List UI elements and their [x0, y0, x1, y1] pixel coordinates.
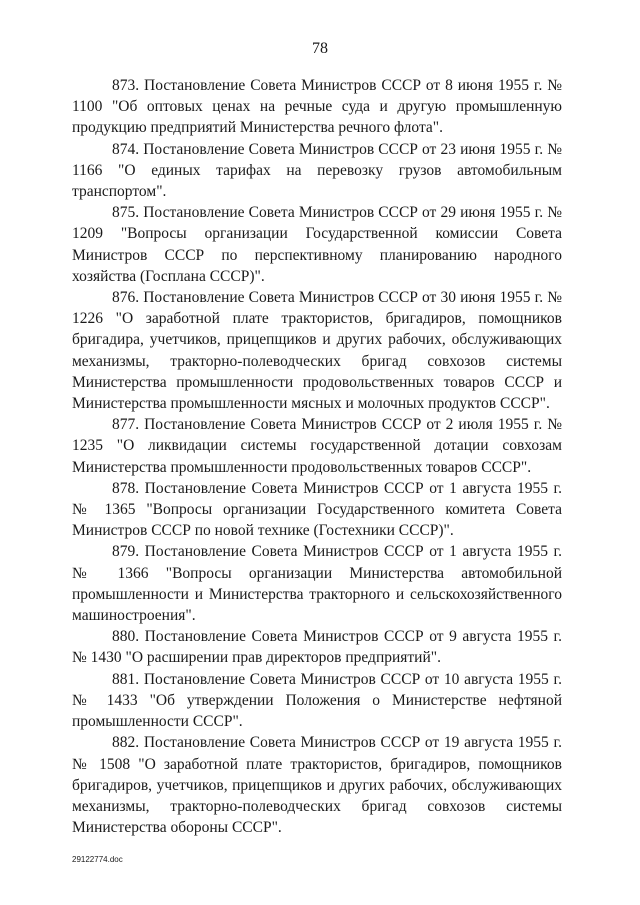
entry-880: 880. Постановление Совета Министров СССР от 9 августа 1955 г. № 1430 "О расширении прав директоров предприятий".	[72, 628, 562, 667]
entry-879: 879. Постановление Совета Министров СССР от 1 августа 1955 г. № 1366 "Вопросы организации Министерства автомобильной промышленности и Министерства тракторного и сельскохозяйственного машиностроения".	[72, 543, 562, 625]
footer-filename: 29122774.doc	[72, 855, 123, 864]
page-number: 78	[312, 40, 328, 57]
entry-875: 875. Постановление Совета Министров СССР от 29 июня 1955 г. № 1209 "Вопросы организации Государственной комиссии Совета Министров СССР по перспективному планированию народного хозяйства (Госплана СССР)".	[72, 204, 562, 285]
entry-874: 874. Постановление Совета Министров СССР от 23 июня 1955 г. № 1166 "О единых тарифах на перевозку грузов автомобильным транспортом".	[72, 140, 562, 201]
entry-873: 873. Постановление Совета Министров СССР от 8 июня 1955 г. № 1100 "Об оптовых ценах на речные суда и другую промышленную продукцию предприятий Министерства речного флота".	[72, 77, 562, 137]
entry-878: 878. Постановление Совета Министров СССР от 1 августа 1955 г. № 1365 "Вопросы организации Государственного комитета Совета Министров СССР по новой технике (Гостехники СССР)".	[72, 479, 562, 540]
document-body	[72, 75, 562, 838]
entry-877: 877. Постановление Совета Министров СССР от 2 июля 1955 г. № 1235 "О ликвидации системы государственной дотации совхозам Министерства промышленности продовольственных товаров СССР".	[72, 416, 562, 476]
entry-876: 876. Постановление Совета Министров СССР от 30 июня 1955 г. № 1226 "О заработной плате трактористов, бригадиров, помощников бригадира, учетчиков, прицепщиков и других рабочих, обслуживающих механизмы, тракторно-полеводческих бригад совхозов системы Министерства промышленности продовольственных товаров СССР и Министерства промышленности мясных и молочных продуктов СССР".	[72, 289, 562, 413]
entry-882: 882. Постановление Совета Министров СССР от 19 августа 1955 г. № 1508 "О заработной плате трактористов, бригадиров, помощников бригадиров, учетчиков, прицепщиков и других рабочих, обслуживающих механизмы, тракторно-полеводческих бригад совхозов системы Министерства обороны СССР".	[72, 734, 562, 837]
entry-881: 881. Постановление Совета Министров СССР от 10 августа 1955 г. № 1433 "Об утверждении Положения о Министерстве нефтяной промышленности СССР".	[72, 670, 562, 731]
